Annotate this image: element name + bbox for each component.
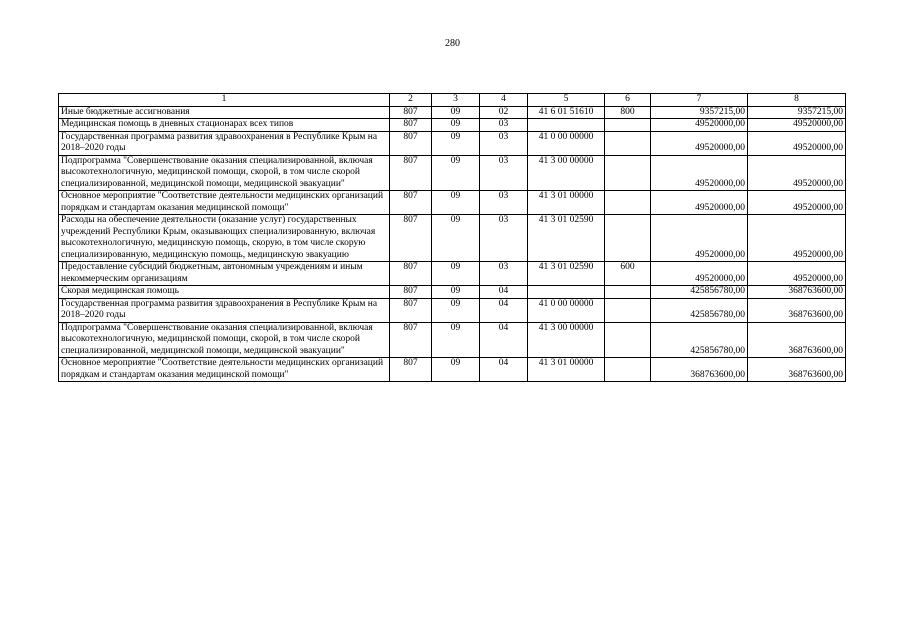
column-header: 4 xyxy=(480,94,528,107)
amount-year2-cell: 368763600,00 xyxy=(748,358,846,382)
expense-type-cell xyxy=(605,119,651,132)
department-code-cell: 807 xyxy=(390,322,432,358)
expense-type-cell xyxy=(605,155,651,191)
table-row xyxy=(59,286,846,299)
column-header: 6 xyxy=(605,94,651,107)
department-code-cell: 807 xyxy=(390,286,432,299)
subsection-code-cell: 03 xyxy=(480,215,528,262)
target-article-cell xyxy=(528,286,605,299)
department-code-cell: 807 xyxy=(390,262,432,286)
table-row xyxy=(59,155,846,191)
amount-year1-cell: 49520000,00 xyxy=(651,215,748,262)
section-code-cell: 09 xyxy=(432,131,480,155)
amount-year2-cell: 368763600,00 xyxy=(748,322,846,358)
table-row xyxy=(59,191,846,215)
page-number: 280 xyxy=(445,38,460,49)
amount-year1-cell: 49520000,00 xyxy=(651,191,748,215)
table-row xyxy=(59,322,846,358)
department-code-cell: 807 xyxy=(390,191,432,215)
subsection-code-cell: 03 xyxy=(480,119,528,132)
item-name-cell: Государственная программа развития здравоохранения в Республике Крым на 2018–2020 годы xyxy=(59,298,390,322)
column-header: 3 xyxy=(432,94,480,107)
table-row xyxy=(59,106,846,119)
table-row xyxy=(59,131,846,155)
section-code-cell: 09 xyxy=(432,106,480,119)
amount-year2-cell: 49520000,00 xyxy=(748,155,846,191)
target-article-cell: 41 0 00 00000 xyxy=(528,131,605,155)
section-code-cell: 09 xyxy=(432,191,480,215)
department-code-cell: 807 xyxy=(390,119,432,132)
expense-type-cell xyxy=(605,322,651,358)
table-row xyxy=(59,298,846,322)
target-article-cell: 41 3 00 00000 xyxy=(528,155,605,191)
amount-year2-cell: 368763600,00 xyxy=(748,298,846,322)
subsection-code-cell: 04 xyxy=(480,322,528,358)
amount-year1-cell: 49520000,00 xyxy=(651,131,748,155)
target-article-cell: 41 3 00 00000 xyxy=(528,322,605,358)
section-code-cell: 09 xyxy=(432,286,480,299)
section-code-cell: 09 xyxy=(432,215,480,262)
target-article-cell: 41 3 01 00000 xyxy=(528,358,605,382)
subsection-code-cell: 03 xyxy=(480,191,528,215)
amount-year1-cell: 49520000,00 xyxy=(651,262,748,286)
section-code-cell: 09 xyxy=(432,322,480,358)
item-name-cell: Предоставление субсидий бюджетным, автономным учреждениям и иным некоммерческим организациям xyxy=(59,262,390,286)
item-name-cell: Основное мероприятие "Соответствие деятельности медицинских организаций порядкам и стандартам оказания медицинской помощи" xyxy=(59,358,390,382)
department-code-cell: 807 xyxy=(390,131,432,155)
amount-year2-cell: 49520000,00 xyxy=(748,131,846,155)
subsection-code-cell: 04 xyxy=(480,286,528,299)
budget-table xyxy=(58,93,846,382)
amount-year2-cell: 9357215,00 xyxy=(748,106,846,119)
target-article-cell: 41 0 00 00000 xyxy=(528,298,605,322)
amount-year1-cell: 368763600,00 xyxy=(651,358,748,382)
item-name-cell: Государственная программа развития здравоохранения в Республике Крым на 2018–2020 годы xyxy=(59,131,390,155)
department-code-cell: 807 xyxy=(390,215,432,262)
header-row xyxy=(59,94,846,107)
subsection-code-cell: 02 xyxy=(480,106,528,119)
amount-year2-cell: 49520000,00 xyxy=(748,262,846,286)
column-header: 8 xyxy=(748,94,846,107)
expense-type-cell xyxy=(605,191,651,215)
table-row xyxy=(59,119,846,132)
target-article-cell: 41 3 01 00000 xyxy=(528,191,605,215)
table-row xyxy=(59,358,846,382)
subsection-code-cell: 04 xyxy=(480,358,528,382)
target-article-cell: 41 3 01 02590 xyxy=(528,215,605,262)
department-code-cell: 807 xyxy=(390,298,432,322)
item-name-cell: Расходы на обеспечение деятельности (оказание услуг) государственных учреждений Республики Крым, оказывающих специализированную, включая высокотехнологичную, медицинскую помощь, скорую, в том числе скорую специализированную, медицинскую помощь, медицинскую эвакуацию xyxy=(59,215,390,262)
column-header: 5 xyxy=(528,94,605,107)
expense-type-cell xyxy=(605,215,651,262)
department-code-cell: 807 xyxy=(390,106,432,119)
subsection-code-cell: 03 xyxy=(480,262,528,286)
item-name-cell: Скорая медицинская помощь xyxy=(59,286,390,299)
expense-type-cell xyxy=(605,298,651,322)
table-row xyxy=(59,215,846,262)
item-name-cell: Основное мероприятие "Соответствие деятельности медицинских организаций порядкам и стандартам оказания медицинской помощи" xyxy=(59,191,390,215)
item-name-cell: Медицинская помощь в дневных стационарах всех типов xyxy=(59,119,390,132)
item-name-cell: Подпрограмма "Совершенствование оказания специализированной, включая высокотехнологичную, медицинской помощи, скорой, в том числе скорой специализированной, медицинской помощи, медицинской эвакуации" xyxy=(59,155,390,191)
item-name-cell: Подпрограмма "Совершенствование оказания специализированной, включая высокотехнологичную, медицинской помощи, скорой, в том числе скорой специализированной, медицинской помощи, медицинской эвакуации" xyxy=(59,322,390,358)
section-code-cell: 09 xyxy=(432,298,480,322)
item-name-cell: Иные бюджетные ассигнования xyxy=(59,106,390,119)
amount-year1-cell: 49520000,00 xyxy=(651,155,748,191)
subsection-code-cell: 03 xyxy=(480,131,528,155)
column-header: 2 xyxy=(390,94,432,107)
column-header: 1 xyxy=(59,94,390,107)
amount-year1-cell: 49520000,00 xyxy=(651,119,748,132)
target-article-cell: 41 3 01 02590 xyxy=(528,262,605,286)
amount-year1-cell: 425856780,00 xyxy=(651,286,748,299)
target-article-cell xyxy=(528,119,605,132)
amount-year1-cell: 9357215,00 xyxy=(651,106,748,119)
expense-type-cell xyxy=(605,286,651,299)
amount-year2-cell: 49520000,00 xyxy=(748,215,846,262)
amount-year2-cell: 49520000,00 xyxy=(748,191,846,215)
department-code-cell: 807 xyxy=(390,358,432,382)
department-code-cell: 807 xyxy=(390,155,432,191)
expense-type-cell xyxy=(605,131,651,155)
table-row xyxy=(59,262,846,286)
section-code-cell: 09 xyxy=(432,262,480,286)
amount-year2-cell: 49520000,00 xyxy=(748,119,846,132)
expense-type-cell: 800 xyxy=(605,106,651,119)
column-header: 7 xyxy=(651,94,748,107)
amount-year1-cell: 425856780,00 xyxy=(651,298,748,322)
expense-type-cell: 600 xyxy=(605,262,651,286)
expense-type-cell xyxy=(605,358,651,382)
subsection-code-cell: 04 xyxy=(480,298,528,322)
amount-year1-cell: 425856780,00 xyxy=(651,322,748,358)
target-article-cell: 41 6 01 51610 xyxy=(528,106,605,119)
subsection-code-cell: 03 xyxy=(480,155,528,191)
amount-year2-cell: 368763600,00 xyxy=(748,286,846,299)
section-code-cell: 09 xyxy=(432,119,480,132)
section-code-cell: 09 xyxy=(432,358,480,382)
section-code-cell: 09 xyxy=(432,155,480,191)
